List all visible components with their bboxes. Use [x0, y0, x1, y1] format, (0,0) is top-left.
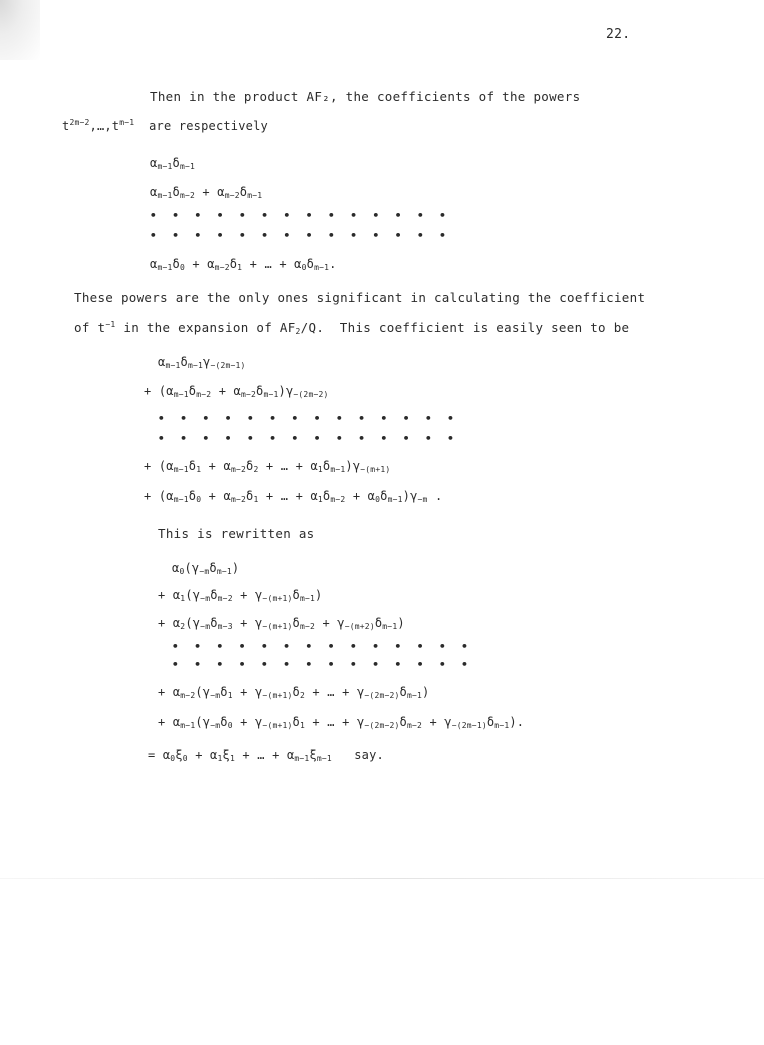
- rewritten-label: This is rewritten as: [158, 526, 315, 541]
- dot-row: • • • • • • • • • • • • • •: [172, 640, 473, 653]
- intro-line: Then in the product AF₂, the coefficients of the powers: [150, 89, 581, 104]
- coef-row-3: $\alpha_{m-1}\delta_0 + \alpha_{m-2}\delta_1$ + … + $\alpha_0\delta_{m-1}$.: [150, 257, 337, 272]
- rewritten-row-6: = $\alpha_0\xi_0 + \alpha_1\xi_1$ + … + $\alpha_{m-1}\xi_{m-1}$ say.: [148, 748, 384, 763]
- expansion-row-3: + ($\alpha_{m-1}\delta_1 + \alpha_{m-2}\delta_2$ + … + $\alpha_1\delta_{m-1})\gamma_{-(m+1)}$: [144, 459, 391, 474]
- dot-row: • • • • • • • • • • • • • •: [150, 229, 451, 242]
- rewritten-row-4: + $\alpha_{m-2}(\gamma_{-m}\delta_1 + \gamma_{-(m+1)}\delta_2$ + … + $\gamma_{-(2m-2)}\delta_{m-1}$): [158, 685, 430, 700]
- dot-row: • • • • • • • • • • • • • •: [158, 432, 459, 445]
- coef-row-2: $\alpha_{m-1}\delta_{m-2} + \alpha_{m-2}\delta_{m-1}$: [150, 185, 263, 200]
- dot-row: • • • • • • • • • • • • • •: [158, 412, 459, 425]
- scan-fold-line: [0, 878, 764, 879]
- coef-row-1: $\alpha_{m-1}\delta_{m-1}$: [150, 156, 195, 171]
- rewritten-row-1: $\alpha_0(\gamma_{-m}\delta_{m-1})$: [172, 561, 240, 576]
- expansion-row-4: + ($\alpha_{m-1}\delta_0 + \alpha_{m-2}\delta_1$ + … + $\alpha_1\delta_{m-2} + \alpha_0\delta_{m-1})\gamma_{-m}$ .: [144, 489, 443, 504]
- scan-shadow: [0, 0, 40, 60]
- rewritten-row-3: + $\alpha_2(\gamma_{-m}\delta_{m-3} + \gamma_{-(m+1)}\delta_{m-2} + \gamma_{-(m+2)}\delta_{m-1})$: [158, 616, 405, 631]
- expansion-row-2: + $(\alpha_{m-1}\delta_{m-2} + \alpha_{m-2}\delta_{m-1})\gamma_{-(2m-2)}$: [144, 384, 329, 399]
- paragraph-line-1: These powers are the only ones significant in calculating the coefficient: [74, 290, 646, 305]
- expansion-row-1: $\alpha_{m-1}\delta_{m-1}\gamma_{-(2m-1)}$: [158, 355, 246, 370]
- page-number: 22.: [606, 27, 631, 42]
- dot-row: • • • • • • • • • • • • • •: [172, 658, 473, 671]
- rewritten-row-2: + $\alpha_1(\gamma_{-m}\delta_{m-2} + \gamma_{-(m+1)}\delta_{m-1})$: [158, 588, 323, 603]
- dot-row: • • • • • • • • • • • • • •: [150, 209, 451, 222]
- rewritten-row-5: + $\alpha_{m-1}(\gamma_{-m}\delta_0 + \gamma_{-(m+1)}\delta_1$ + … + $\gamma_{-(2m-2)}\delta_{m-2} + \gamma_{-(2m-1)}\delta_{m-1}$).: [158, 715, 525, 730]
- paragraph-line-2: of $t^{-1}$ in the expansion of $AF_2/Q$. This coefficient is easily seen to be: [74, 320, 630, 336]
- powers-line: $t^{2m-2},\dots,t^{m-1}$ are respectively: [62, 118, 268, 133]
